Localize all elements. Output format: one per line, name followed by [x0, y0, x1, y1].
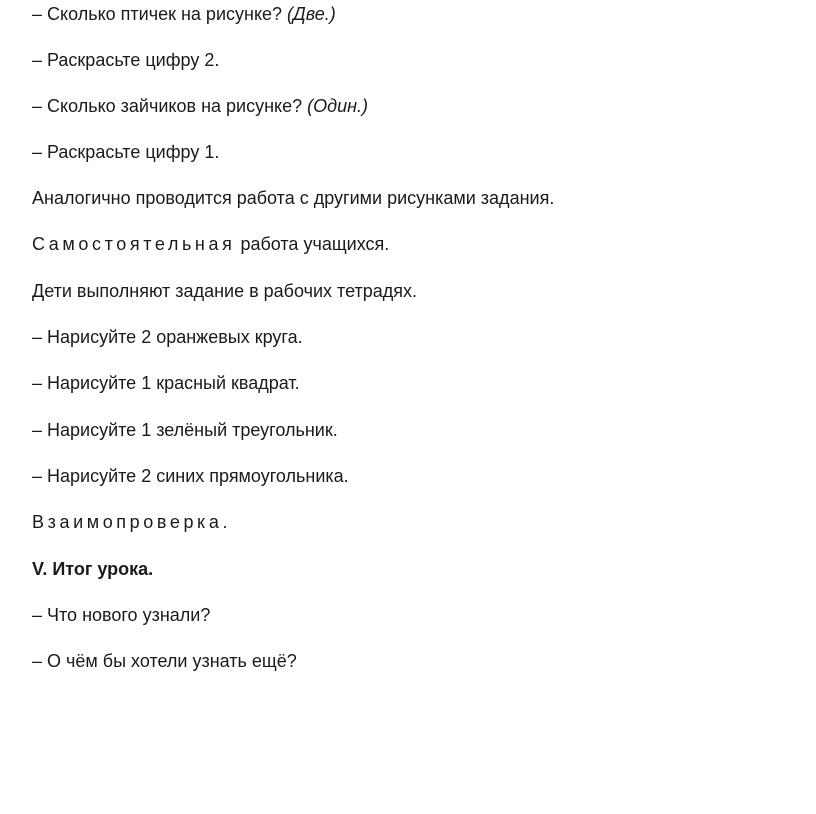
line-text: – Сколько зайчиков на рисунке? [32, 96, 308, 116]
text-line [32, 2, 336, 26]
spaced-heading: Взаимопроверка [32, 512, 223, 532]
line-text: – О чём бы хотели узнать ещё? [32, 651, 297, 671]
text-line [32, 232, 389, 256]
line-text: – Нарисуйте 1 красный квадрат. [32, 373, 300, 393]
text-line [32, 510, 228, 534]
line-text: V. Итог урока. [32, 559, 154, 579]
line-text: – Нарисуйте 1 зелёный треугольник. [32, 420, 338, 440]
text-line [32, 279, 417, 303]
line-text: Дети выполняют задание в рабочих тетрадях. [32, 281, 418, 301]
text-line [32, 649, 297, 673]
line-text: – Раскрасьте цифру 1. [32, 142, 220, 162]
line-text: . [222, 512, 228, 532]
answer-text: (Один.) [307, 96, 368, 116]
line-text: – Сколько птичек на рисунке? [32, 4, 288, 24]
text-line [32, 371, 300, 395]
spaced-heading: Самостоятельная [32, 234, 236, 254]
text-line [32, 464, 349, 488]
text-line [32, 325, 303, 349]
line-text: Аналогично проводится работа с другими рисунками задания. [32, 188, 555, 208]
answer-text: (Две.) [287, 4, 336, 24]
section-heading [32, 557, 153, 581]
line-text: – Нарисуйте 2 синих прямоугольника. [32, 466, 349, 486]
line-text: – Что нового узнали? [32, 605, 211, 625]
text-line [32, 94, 368, 118]
text-line [32, 186, 554, 210]
text-line [32, 603, 210, 627]
text-line [32, 418, 338, 442]
text-line [32, 140, 219, 164]
line-text: – Раскрасьте цифру 2. [32, 50, 220, 70]
line-text: работа учащихся. [235, 234, 390, 254]
line-text: – Нарисуйте 2 оранжевых круга. [32, 327, 303, 347]
text-line [32, 48, 219, 72]
